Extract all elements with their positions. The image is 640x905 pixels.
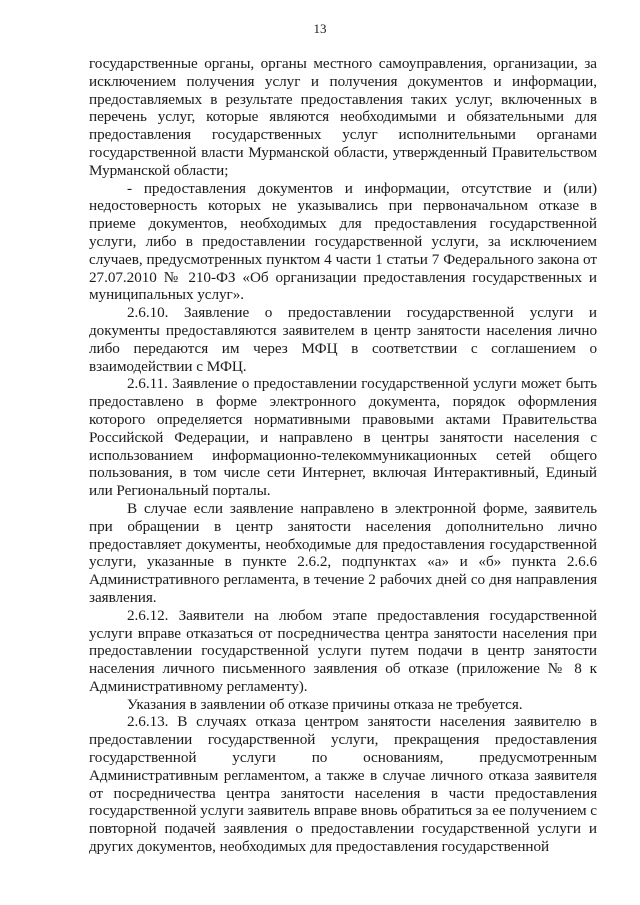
paragraph: 2.6.11. Заявление о предоставлении государственной услуги может быть предоставлено в форме электронного документа, порядок оформления которого определяется нормативными правовыми актами Правительства Российской Федерации, и направлено в центры занятости населения с использованием информационно-телекоммуникационных сетей общего пользования, в том числе сети Интернет, включая Интерактивный, Единый или Региональный порталы. xyxy=(89,375,597,500)
page-number: 13 xyxy=(313,21,327,36)
paragraph: государственные органы, органы местного самоуправления, организации, за исключением получения услуг и получения документов и информации, предоставляемых в результате предоставления таких услуг, включенных в перечень услуг, которые являются необходимыми и обязательными для предоставления государственных услуг исполнительными органами государственной власти Мурманской области, утвержденный Правительством Мурманской области; xyxy=(89,55,597,179)
paragraph: 2.6.13. В случаях отказа центром занятости населения заявителю в предоставлении государственной услуги, прекращения предоставления государственной услуги по основаниям, предусмотренным Административным регламентом, а также в случае личного отказа заявителя от посредничества центра занятости населения в части предоставления государственной услуги заявитель вправе вновь обратиться за ее получением с повторной подачей заявления о предоставлении государственной услуги и других документов, необходимых для предоставления государственной xyxy=(89,713,597,856)
paragraph: 2.6.12. Заявители на любом этапе предоставления государственной услуги вправе отказаться от посредничества центра занятости населения при предоставлении государственной услуги путем подачи в центр занятости населения личного письменного заявления об отказе (приложение № 8 к Административному регламенту). xyxy=(89,606,597,695)
document-body xyxy=(89,55,597,856)
paragraph: - предоставления документов и информации, отсутствие и (или) недостоверность которых не указывались при первоначальном отказе в приеме документов, необходимых для предоставления государственной услуги, либо в предоставлении государственной услуги, за исключением случаев, предусмотренных пунктом 4 части 1 статьи 7 Федерального закона от 27.07.2010 № 210-ФЗ «Об организации предоставления государственных и муниципальных услуг». xyxy=(89,179,597,304)
paragraph: Указания в заявлении об отказе причины отказа не требуется. xyxy=(127,695,523,713)
paragraph: В случае если заявление направлено в электронной форме, заявитель при обращении в центр занятости населения дополнительно лично предоставляет документы, необходимые для предоставления государственной услуги, указанные в пункте 2.6.2, подпунктах «а» и «б» пункта 2.6.6 Административного регламента, в течение 2 рабочих дней со дня направления заявления. xyxy=(89,499,597,606)
paragraph: 2.6.10. Заявление о предоставлении государственной услуги и документы предоставляются заявителем в центр занятости населения лично либо передаются им через МФЦ в соответствии с соглашением о взаимодействии с МФЦ. xyxy=(89,304,597,375)
